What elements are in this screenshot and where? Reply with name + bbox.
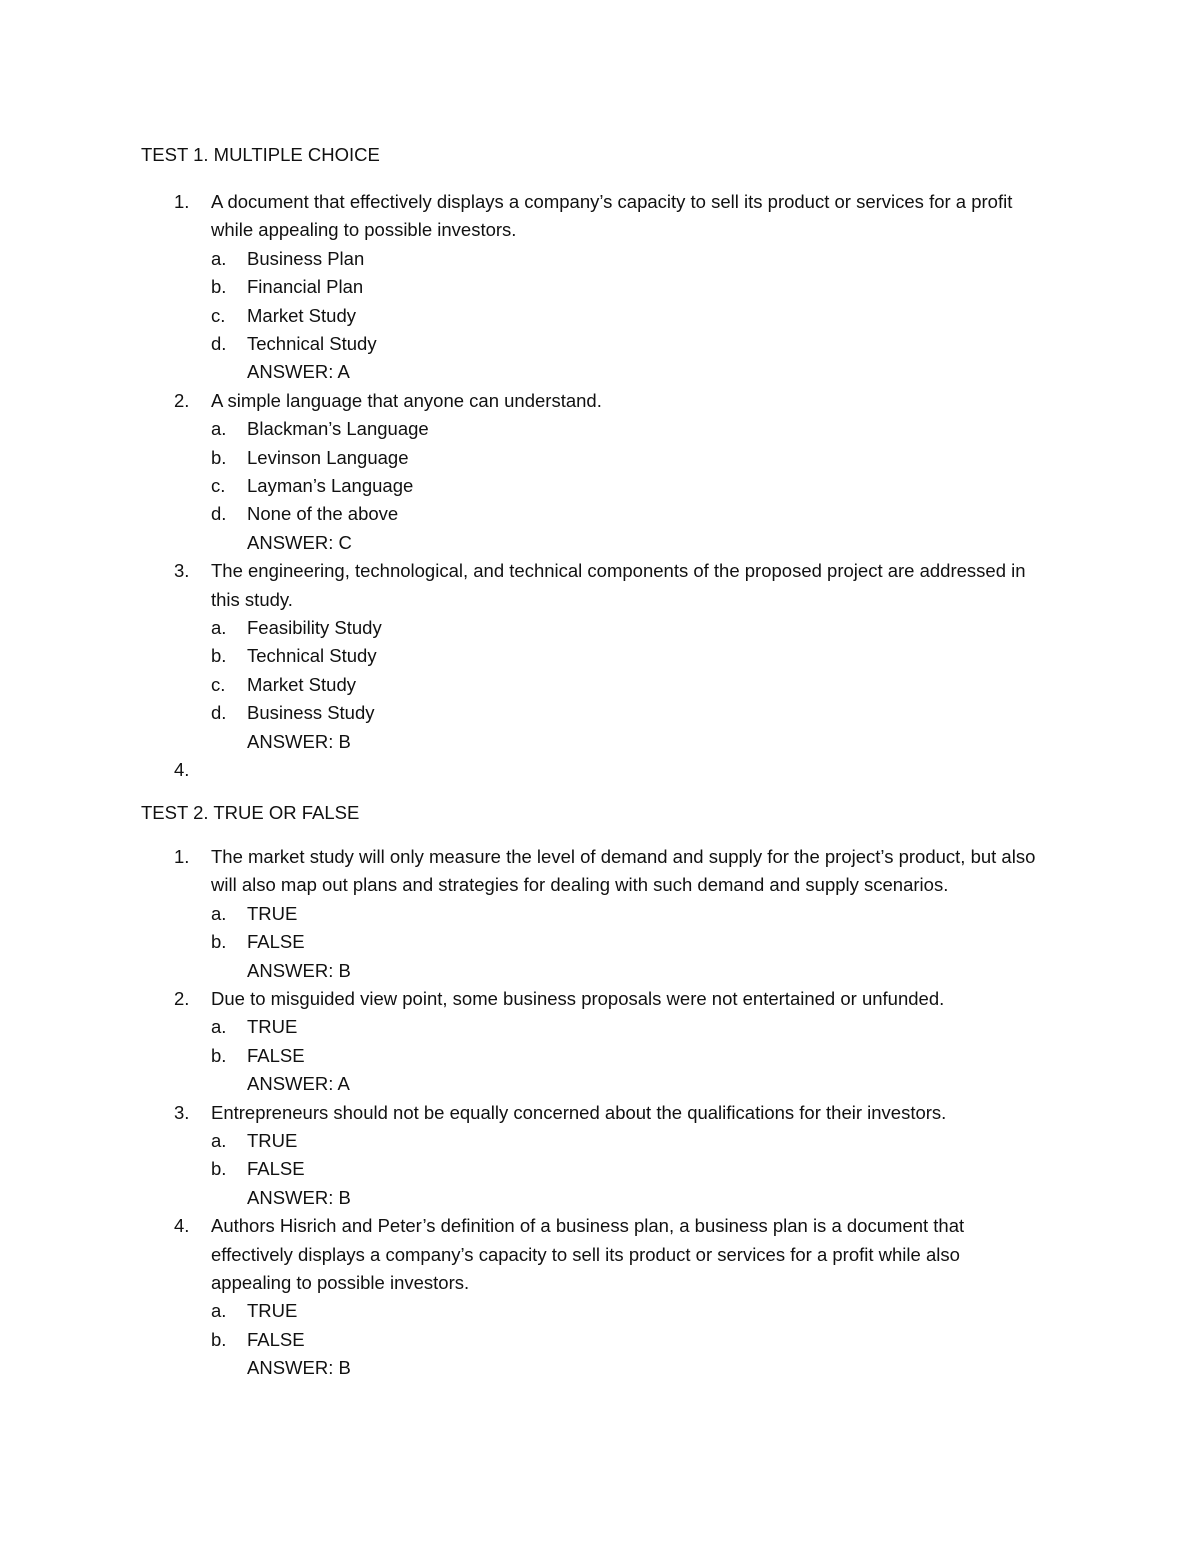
option-letter: c.	[211, 474, 226, 496]
option-text: Technical Study	[247, 645, 377, 667]
option-list	[0, 1127, 1200, 1184]
question-item	[0, 1099, 1200, 1213]
option-letter: b.	[211, 446, 227, 468]
answer-text: ANSWER: C	[247, 531, 352, 553]
section-heading: TEST 1. MULTIPLE CHOICE	[141, 144, 380, 165]
option-item	[0, 928, 1200, 956]
question-text: The engineering, technological, and technical components of the proposed project are addressed in this study.	[211, 560, 1026, 610]
question-text: Due to misguided view point, some business proposals were not entertained or unfunded.	[211, 987, 945, 1009]
option-letter: a.	[211, 418, 227, 440]
option-text: Market Study	[247, 304, 356, 326]
option-text: FALSE	[247, 931, 305, 953]
option-item	[0, 1042, 1200, 1070]
question-item	[0, 843, 1200, 985]
option-item	[0, 1013, 1200, 1041]
question-text: The market study will only measure the level of demand and supply for the project’s product, but also will also map out plans and strategies for dealing with such demand and supply scenarios.	[211, 846, 1036, 896]
option-letter: b.	[211, 1158, 227, 1180]
option-letter: b.	[211, 645, 227, 667]
question-list	[0, 843, 1200, 1383]
question-item	[0, 985, 1200, 1099]
option-letter: b.	[211, 1044, 227, 1066]
option-item	[0, 444, 1200, 472]
option-item	[0, 642, 1200, 670]
option-letter: b.	[211, 1328, 227, 1350]
option-list	[0, 245, 1200, 359]
option-text: Business Plan	[247, 247, 365, 269]
option-letter: d.	[211, 503, 227, 525]
option-list	[0, 900, 1200, 957]
option-list	[0, 614, 1200, 728]
option-letter: a.	[211, 1129, 227, 1151]
option-letter: c.	[211, 304, 226, 326]
option-item	[0, 472, 1200, 500]
option-letter: c.	[211, 673, 226, 695]
option-text: Business Study	[247, 702, 375, 724]
option-letter: a.	[211, 1016, 227, 1038]
question-item	[0, 557, 1200, 756]
option-item	[0, 330, 1200, 358]
option-item	[0, 900, 1200, 928]
option-letter: d.	[211, 332, 227, 354]
option-text: Technical Study	[247, 332, 377, 354]
question-item	[0, 756, 1200, 784]
question-text	[211, 756, 1041, 784]
option-letter: a.	[211, 247, 227, 269]
option-text: Market Study	[247, 673, 356, 695]
option-list	[0, 1013, 1200, 1070]
question-item	[0, 188, 1200, 387]
option-item	[0, 671, 1200, 699]
option-item	[0, 1297, 1200, 1325]
question-text: A document that effectively displays a company’s capacity to sell its product or services for a profit while appealing to possible investors.	[211, 191, 1013, 241]
question-number: 4.	[174, 758, 190, 780]
answer-text: ANSWER: B	[247, 730, 351, 752]
option-item	[0, 500, 1200, 528]
option-list	[0, 1297, 1200, 1354]
question-number: 2.	[174, 389, 190, 411]
option-text: FALSE	[247, 1328, 305, 1350]
option-item	[0, 273, 1200, 301]
option-item	[0, 614, 1200, 642]
question-list	[0, 188, 1200, 784]
option-letter: a.	[211, 1300, 227, 1322]
option-text: Layman’s Language	[247, 474, 414, 496]
answer-text: ANSWER: B	[247, 1357, 351, 1379]
option-letter: b.	[211, 931, 227, 953]
question-text: Authors Hisrich and Peter’s definition of a business plan, a business plan is a document that effectively displays a company’s capacity to sell its product or services for a profit while also appealing to possible investors.	[211, 1215, 965, 1293]
option-text: FALSE	[247, 1044, 305, 1066]
answer-text: ANSWER: B	[247, 1186, 351, 1208]
question-text: Entrepreneurs should not be equally concerned about the qualifications for their investors.	[211, 1101, 947, 1123]
answer-text: ANSWER: A	[247, 1073, 350, 1095]
option-item	[0, 699, 1200, 727]
question-number: 1.	[174, 846, 190, 867]
option-item	[0, 1155, 1200, 1183]
option-text: TRUE	[247, 1016, 298, 1038]
option-list	[0, 415, 1200, 529]
option-text: None of the above	[247, 503, 399, 525]
option-item	[0, 1326, 1200, 1354]
option-text: FALSE	[247, 1158, 305, 1180]
answer-text: ANSWER: B	[247, 959, 351, 981]
question-number: 3.	[174, 560, 190, 582]
option-letter: a.	[211, 616, 227, 638]
question-number: 2.	[174, 987, 190, 1009]
question-number: 4.	[174, 1215, 190, 1237]
option-item	[0, 302, 1200, 330]
option-item	[0, 245, 1200, 273]
question-item	[0, 387, 1200, 557]
option-text: TRUE	[247, 1300, 298, 1322]
option-text: Financial Plan	[247, 276, 364, 298]
question-number: 3.	[174, 1101, 190, 1123]
option-letter: a.	[211, 902, 227, 924]
option-text: Levinson Language	[247, 446, 409, 468]
section-heading: TEST 2. TRUE OR FALSE	[141, 802, 360, 823]
option-text: TRUE	[247, 1129, 298, 1151]
option-item	[0, 415, 1200, 443]
option-text: TRUE	[247, 902, 298, 924]
question-text: A simple language that anyone can understand.	[211, 389, 602, 411]
answer-text: ANSWER: A	[247, 361, 350, 383]
option-item	[0, 1127, 1200, 1155]
question-number: 1.	[174, 191, 190, 212]
option-letter: b.	[211, 276, 227, 298]
option-letter: d.	[211, 702, 227, 724]
question-item	[0, 1212, 1200, 1382]
option-text: Blackman’s Language	[247, 418, 429, 440]
option-text: Feasibility Study	[247, 616, 382, 638]
